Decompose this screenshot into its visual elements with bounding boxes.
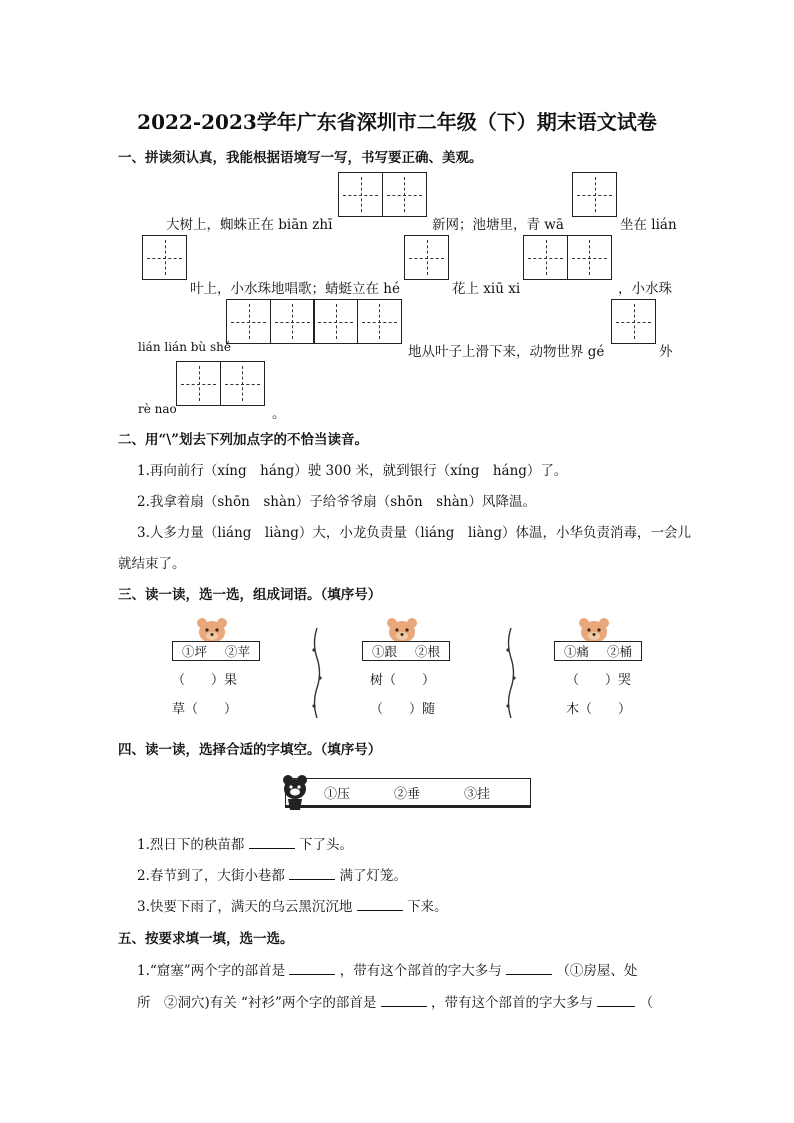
s3-g3-row1[interactable]: （ ）哭 (566, 673, 632, 688)
answer-blank[interactable] (597, 994, 635, 1007)
option-2-2: ②根 (414, 644, 440, 659)
writing-cell[interactable] (523, 235, 568, 280)
s1-line4-a: rè nao (138, 402, 177, 416)
writing-grid-ge[interactable] (611, 299, 656, 344)
writing-cell[interactable] (382, 172, 427, 217)
writing-grid-lian[interactable] (142, 235, 187, 280)
s1-line3-a: lián lián bù shě (138, 340, 231, 354)
bear-icon (195, 617, 229, 643)
bear-icon (385, 617, 419, 643)
section-3-heading: 三、读一读，选一选，组成词语。（填序号） (118, 587, 382, 603)
s2-question-3-cont: 就结束了。 (118, 556, 186, 572)
writing-grid-xiuxi[interactable] (523, 235, 612, 280)
s3-g1-row1[interactable]: （ ）果 (172, 673, 238, 688)
s1-line2-c: ，小水珠 (618, 281, 672, 297)
writing-grid-he[interactable] (404, 235, 449, 280)
writing-cell[interactable] (404, 235, 449, 280)
s4-question-1: 1.烈日下的秧苗都 下了头。 (137, 837, 353, 853)
writing-cell[interactable] (338, 172, 383, 217)
s1-line1-b: 新网；池塘里，青 wā (432, 217, 564, 233)
section-4-heading: 四、读一读，选择合适的字填空。（填序号） (118, 742, 382, 758)
s1-line1-c: 坐在 lián (620, 217, 677, 233)
writing-cell[interactable] (176, 361, 221, 406)
writing-cell[interactable] (270, 299, 315, 344)
s1-line2-b: 花上 xiū xi (452, 281, 521, 297)
s1-line1-a: 大树上，蜘蛛正在 biān zhī (166, 217, 333, 233)
writing-grid-bianzhi[interactable] (338, 172, 427, 217)
page-title: 2022-2023学年广东省深圳市二年级（下）期末语文试卷 (137, 110, 657, 134)
answer-blank[interactable] (381, 994, 427, 1007)
choice-bar (285, 778, 531, 808)
writing-cell[interactable] (572, 172, 617, 217)
vine-divider-icon (505, 628, 517, 718)
section-2-heading: 二、用“\”划去下列加点字的不恰当读音。 (118, 432, 368, 448)
writing-cell[interactable] (611, 299, 656, 344)
option-3-1: ①痛 (563, 644, 589, 659)
answer-blank[interactable] (289, 962, 335, 975)
s2-question-2: 2.我拿着扇（shōn shàn）子给爷爷扇（shōn shàn）风降温。 (137, 494, 537, 510)
s2-question-3: 3.人多力量（liáng liàng）大，小龙负责量（liáng liàng）体温，小华负责消毒，一会儿 (137, 525, 691, 541)
section-1-heading: 一、拼读须认真，我能根据语境写一写，书写要正确、美观。 (118, 150, 483, 166)
option-box-3 (554, 641, 642, 661)
s5-line-1: 1.“窟塞”两个字的部首是 ，带有这个部首的字大多与 （①房屋、处 (137, 963, 638, 979)
s4-question-2: 2.春节到了，大街小巷都 满了灯笼。 (137, 868, 407, 884)
writing-cell[interactable] (220, 361, 265, 406)
s3-g2-row1[interactable]: 树（ ） (370, 673, 436, 688)
choice-1: ①压 (324, 786, 351, 802)
bear-icon (577, 617, 611, 643)
vine-divider-icon (311, 628, 323, 718)
option-1-2: ②苹 (224, 644, 250, 659)
option-3-2: ②桶 (606, 644, 632, 659)
answer-blank[interactable] (289, 867, 335, 880)
option-1-1: ①坪 (181, 644, 207, 659)
writing-cell[interactable] (567, 235, 612, 280)
s4-question-3: 3.快要下雨了，满天的乌云黑沉沉地 下来。 (137, 899, 448, 915)
answer-blank[interactable] (249, 836, 295, 849)
option-box-2 (362, 641, 450, 661)
writing-cell[interactable] (313, 299, 358, 344)
writing-grid-renao[interactable] (176, 361, 265, 406)
choice-2: ②垂 (394, 786, 421, 802)
answer-blank[interactable] (357, 898, 403, 911)
s1-line3-b: 地从叶子上滑下来，动物世界 gé (408, 344, 605, 360)
s2-question-1: 1.再向前行（xíng háng）驶 300 米，就到银行（xíng háng）了。 (137, 463, 568, 479)
writing-grid-lianlianbushe[interactable] (226, 299, 402, 344)
answer-blank[interactable] (506, 962, 552, 975)
section-5-heading: 五、按要求填一填，选一选。 (118, 931, 294, 947)
s3-g2-row2[interactable]: （ ）随 (370, 702, 436, 717)
choice-3: ③挂 (464, 786, 491, 802)
s5-line-2: 所 ②洞穴)有关 “衬衫”两个字的部首是 ，带有这个部首的字大多与 （ (137, 995, 654, 1011)
writing-grid-wa[interactable] (572, 172, 617, 217)
s1-line3-c: 外 (659, 344, 673, 360)
s3-g1-row2[interactable]: 草（ ） (172, 702, 238, 717)
option-2-1: ①跟 (371, 644, 397, 659)
writing-cell[interactable] (142, 235, 187, 280)
writing-cell[interactable] (226, 299, 271, 344)
writing-cell[interactable] (357, 299, 402, 344)
s1-line2-a: 叶上，小水珠地唱歌；蜻蜓立在 hé (190, 281, 400, 297)
option-box-1 (172, 641, 260, 661)
s1-line4-b: 。 (272, 406, 286, 422)
s3-g3-row2[interactable]: 木（ ） (566, 702, 632, 717)
